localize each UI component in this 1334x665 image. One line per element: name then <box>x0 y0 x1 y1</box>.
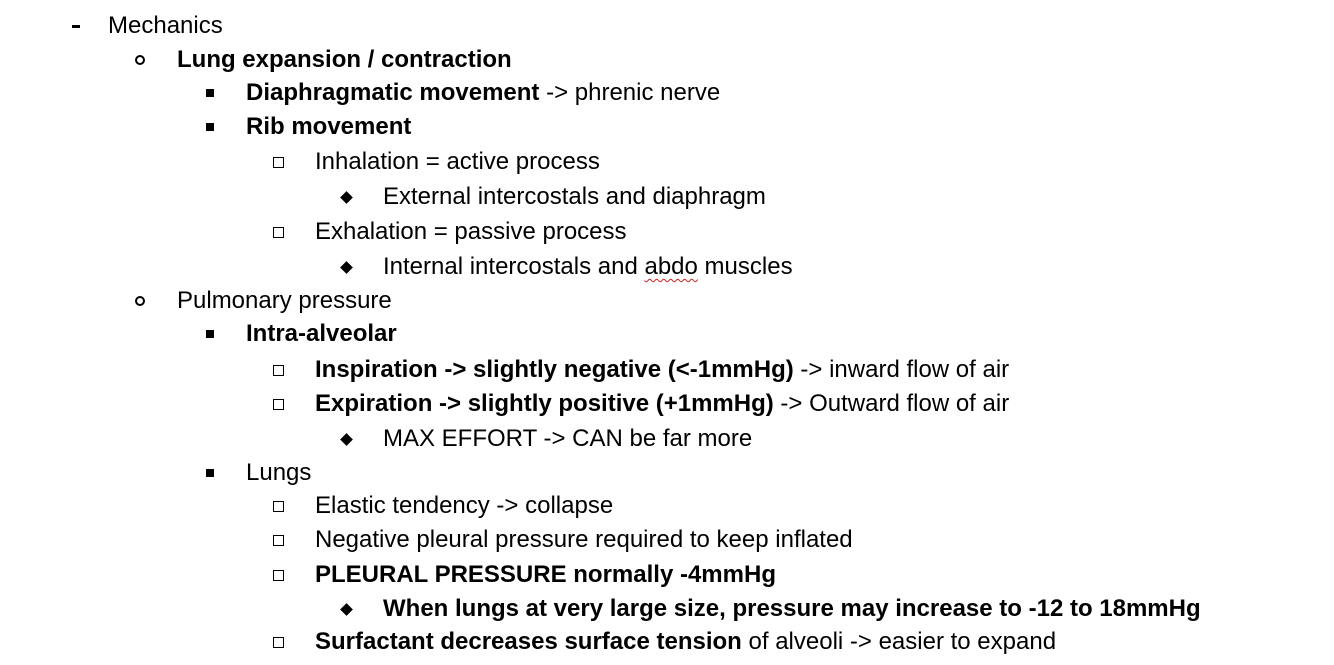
outline-item <box>0 592 1334 626</box>
text-run: -> Outward flow of air <box>773 390 1010 417</box>
outline-item-text <box>383 592 1201 626</box>
text-run: Lungs <box>246 459 312 486</box>
outline-item-text <box>383 250 793 284</box>
outline-item <box>0 9 1334 43</box>
dash-bullet-icon <box>64 9 88 43</box>
outline-item <box>0 250 1334 284</box>
hollow-bullet-icon <box>266 523 290 557</box>
text-run: -> inward flow of air <box>793 356 1010 383</box>
outline-item-text <box>246 456 311 490</box>
outline-item-text <box>108 9 223 43</box>
outline-item <box>0 422 1334 456</box>
text-run: Elastic tendency -> collapse <box>315 492 614 519</box>
outline-item-text <box>315 558 776 592</box>
outline-item-text <box>315 353 1009 387</box>
bold-run: Rib movement <box>246 113 412 140</box>
hollow-bullet-icon <box>266 558 290 592</box>
square-bullet-icon <box>198 317 222 351</box>
text-run: Inhalation = active process <box>315 148 600 175</box>
text-run: Exhalation = passive process <box>315 218 627 245</box>
outline-item <box>0 145 1334 179</box>
diamond-bullet-icon <box>334 422 358 456</box>
outline-item-text <box>315 523 853 557</box>
text-run: of alveoli -> easier to expand <box>741 628 1057 655</box>
square-bullet-icon <box>198 76 222 110</box>
outline-item <box>0 180 1334 214</box>
outline-item <box>0 43 1334 77</box>
outline-item <box>0 387 1334 421</box>
hollow-bullet-icon <box>266 353 290 387</box>
square-bullet-icon <box>198 110 222 144</box>
circle-bullet-icon <box>128 284 152 318</box>
bold-run: Diaphragmatic movement <box>246 79 540 106</box>
bold-run: Intra-alveolar <box>246 320 397 347</box>
text-run: Internal intercostals and <box>383 253 645 280</box>
outline-item <box>0 110 1334 144</box>
bold-run: Lung expansion / contraction <box>177 46 512 73</box>
outline-item-text <box>315 387 1009 421</box>
outline-item-text <box>246 110 411 144</box>
text-run: Mechanics <box>108 12 223 39</box>
bold-run: Inspiration -> slightly negative (<-1mmHg) <box>315 356 794 383</box>
outline-item <box>0 625 1334 659</box>
circle-bullet-icon <box>128 43 152 77</box>
text-run: Pulmonary pressure <box>177 287 392 314</box>
outline-item <box>0 353 1334 387</box>
outline-item-text <box>246 317 397 351</box>
bold-run: PLEURAL PRESSURE normally -4mmHg <box>315 561 776 588</box>
outline-item-text <box>177 43 512 77</box>
diamond-bullet-icon <box>334 592 358 626</box>
diamond-bullet-icon <box>334 250 358 284</box>
outline-item <box>0 558 1334 592</box>
misspelled-word: abdo <box>644 253 698 280</box>
outline-item-text <box>246 76 720 110</box>
text-run: External intercostals and diaphragm <box>383 183 766 210</box>
outline-item-text <box>383 180 766 214</box>
outline-item-text <box>315 215 627 249</box>
outline-item <box>0 523 1334 557</box>
diamond-bullet-icon <box>334 180 358 214</box>
bold-run: Surfactant decreases surface tension <box>315 628 742 655</box>
hollow-bullet-icon <box>266 215 290 249</box>
text-run: -> phrenic nerve <box>539 79 721 106</box>
outline-item <box>0 456 1334 490</box>
square-bullet-icon <box>198 456 222 490</box>
bold-run: Expiration -> slightly positive (+1mmHg) <box>315 390 774 417</box>
outline-item <box>0 489 1334 523</box>
outline-item <box>0 215 1334 249</box>
outline-item-text <box>315 145 600 179</box>
bold-run: When lungs at very large size, pressure may increase to -12 to 18mmHg <box>383 595 1201 622</box>
outline-item <box>0 284 1334 318</box>
outline-item-text <box>315 489 613 523</box>
outline-item-text <box>315 625 1056 659</box>
outline-item-text <box>177 284 392 318</box>
text-run: muscles <box>697 253 793 280</box>
hollow-bullet-icon <box>266 489 290 523</box>
hollow-bullet-icon <box>266 387 290 421</box>
hollow-bullet-icon <box>266 625 290 659</box>
hollow-bullet-icon <box>266 145 290 179</box>
outline-item <box>0 317 1334 351</box>
outline-item <box>0 76 1334 110</box>
text-run: Negative pleural pressure required to keep inflated <box>315 526 853 553</box>
outline-item-text <box>383 422 752 456</box>
text-run: MAX EFFORT -> CAN be far more <box>383 425 753 452</box>
